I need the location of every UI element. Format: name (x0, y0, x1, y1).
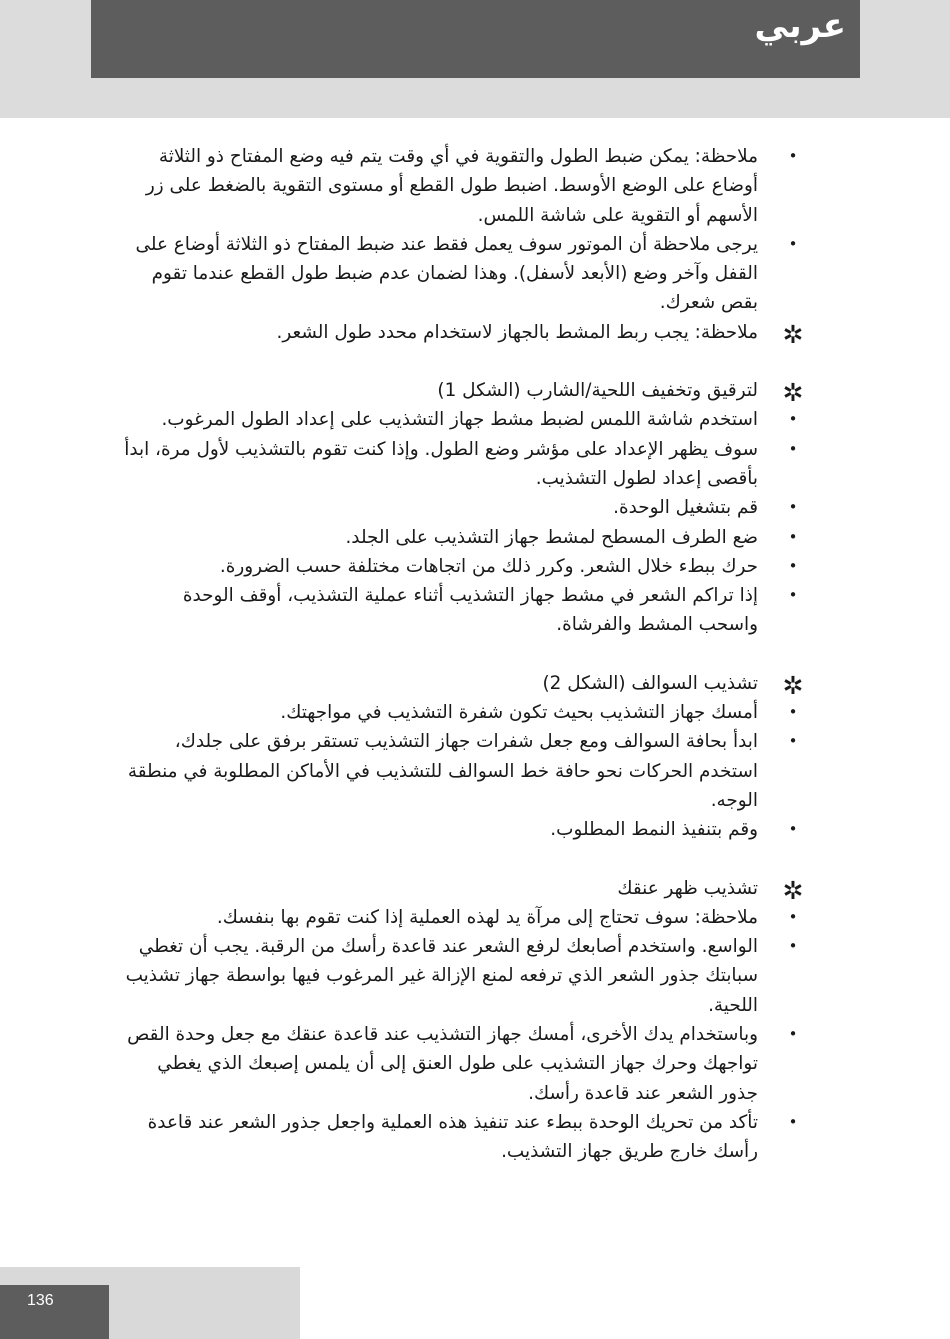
list-item (118, 727, 810, 815)
list-item (118, 523, 810, 552)
list-item (118, 493, 810, 522)
instructions-content (118, 142, 810, 1167)
bullet-icon: • (788, 586, 798, 605)
bullet-icon: • (788, 937, 798, 956)
bullet-icon: • (788, 1112, 798, 1131)
star-icon: ✲ (782, 875, 804, 905)
list-item (118, 230, 810, 318)
list-item (118, 552, 810, 581)
list-item (118, 932, 810, 1020)
bullet-icon: • (788, 1025, 798, 1044)
note-item (118, 318, 810, 347)
list-item-text: ملاحظة: سوف تحتاج إلى مرآة يد لهذه العملية إذا كنت تقوم بها بنفسك. (216, 906, 758, 928)
header-band (0, 0, 950, 118)
note-text: ملاحظة: يجب ربط المشط بالجهاز لاستخدام محدد طول الشعر. (276, 321, 758, 343)
list-item (118, 815, 810, 844)
bullet-icon: • (788, 527, 798, 546)
list-item (118, 698, 810, 727)
section-heading-text: تشذيب السوالف (الشكل 2) (542, 672, 758, 694)
section-heading (118, 669, 810, 698)
section-heading-text: تشذيب ظهر عنقك (617, 877, 758, 899)
list-item-text: وباستخدام يدك الأخرى، أمسك جهاز التشذيب عند قاعدة عنقك مع جعل وحدة القص تواجهك وحرك جهاز التشذيب على طول العنق إلى أن يلمس إصبعك الذي يغطي جذور الشعر عند قاعدة رأسك. (127, 1024, 758, 1104)
bullet-icon: • (788, 556, 798, 575)
list-item (118, 142, 810, 230)
section-spacer (118, 845, 810, 874)
page-number: 136 (27, 1292, 54, 1309)
list-item-text: ابدأ بحافة السوالف ومع جعل شفرات جهاز التشذيب تستقر برفق على جلدك، استخدم الحركات نحو حافة خط السوالف للتشذيب في الأماكن المطلوبة في منطقة الوجه. (127, 731, 758, 811)
bullet-icon: • (788, 820, 798, 839)
list-item-text: استخدم شاشة اللمس لضبط مشط جهاز التشذيب على إعداد الطول المرغوب. (161, 409, 758, 431)
list-item-text: تأكد من تحريك الوحدة ببطء عند تنفيذ هذه العملية واجعل جذور الشعر عند قاعدة رأسك خارج طريق جهاز التشذيب. (147, 1111, 758, 1163)
bullet-icon: • (788, 439, 798, 458)
list-item (118, 903, 810, 932)
section-heading (118, 376, 810, 408)
list-item-text: قم بتشغيل الوحدة. (613, 497, 758, 519)
language-title: عربي (754, 6, 846, 46)
star-icon: ✲ (782, 670, 804, 700)
bullet-icon: • (788, 147, 798, 165)
list-item-text: سوف يظهر الإعداد على مؤشر وضع الطول. وإذا كنت تقوم بالتشذيب لأول مرة، ابدأ بأقصى إعداد لطول التشذيب. (124, 438, 758, 489)
bullet-icon: • (788, 234, 798, 253)
list-item (118, 581, 810, 640)
bullet-icon: • (788, 498, 798, 517)
star-icon: ✲ (782, 378, 804, 408)
list-item (118, 1020, 810, 1108)
section-spacer (118, 347, 810, 376)
list-item (118, 405, 810, 434)
list-item-text: يرجى ملاحظة أن الموتور سوف يعمل فقط عند ضبط المفتاح ذو الثلاثة أوضاع على القفل وآخر وضع (الأبعد لأسفل). وهذا لضمان عدم ضبط طول القطع عندما تقوم بقص شعرك. (135, 233, 758, 314)
list-item-text: أمسك جهاز التشذيب بحيث تكون شفرة التشذيب في مواجهتك. (280, 702, 758, 724)
list-item-text: ملاحظة: يمكن ضبط الطول والتقوية في أي وقت يتم فيه وضع المفتاح ذو الثلاثة أوضاع على الوضع الأوسط. اضبط طول القطع أو مستوى التقوية بالضغط على زر الأسهم أو التقوية على شاشة اللمس. (145, 146, 758, 226)
list-item (118, 435, 810, 494)
section-spacer (118, 640, 810, 669)
list-item-text: ضع الطرف المسطح لمشط جهاز التشذيب على الجلد. (345, 526, 758, 548)
header-language-box (91, 0, 860, 78)
bullet-icon: • (788, 907, 798, 926)
page-number-box (0, 1285, 109, 1339)
list-item (118, 1108, 810, 1167)
list-item-text: الواسع. واستخدم أصابعك لرفع الشعر عند قاعدة رأسك من الرقبة. يجب أن تغطي سبابتك جذور الشعر الذي ترفعه لمنع الإزالة غير المرغوب فيها بواسطة جهاز تشذيب اللحية. (125, 936, 758, 1016)
list-item-text: إذا تراكم الشعر في مشط جهاز التشذيب أثناء عملية التشذيب، أوقف الوحدة واسحب المشط والفرشاة. (182, 585, 758, 636)
bullet-icon: • (788, 703, 798, 722)
bullet-icon: • (788, 410, 798, 429)
section-heading (118, 874, 810, 903)
bullet-icon: • (788, 732, 798, 751)
section-heading-text: لترقيق وتخفيف اللحية/الشارب (الشكل 1) (437, 380, 758, 402)
star-icon: ✲ (782, 319, 804, 349)
list-item-text: وقم بتنفيذ النمط المطلوب. (550, 819, 758, 841)
list-item-text: حرك ببطء خلال الشعر. وكرر ذلك من اتجاهات مختلفة حسب الضرورة. (219, 555, 758, 577)
